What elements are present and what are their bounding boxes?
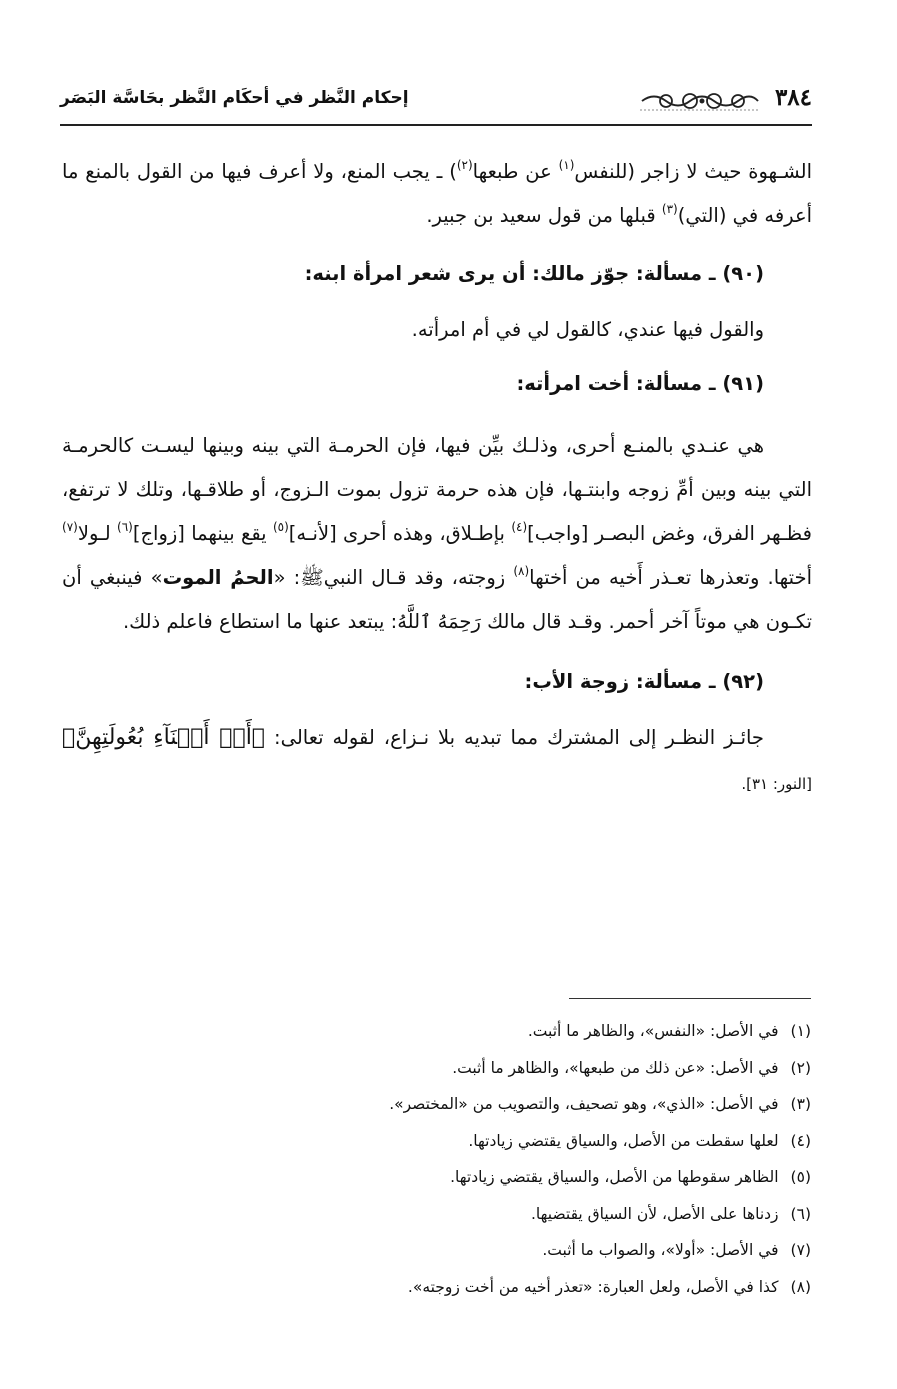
text-run: زوجته، وقد قـال النبيﷺ: « [273,566,514,589]
footnote-number: (٧) [790,1241,811,1259]
footnotes [91,1016,811,1308]
heading-issue-90: (٩٠) ـ مسألة: جوّز مالك: أن يرى شعر امرأة ابنه: [304,262,764,285]
footnote-ref: (٤) [511,520,528,534]
hadith-quote: الحمُ الموت [162,566,274,589]
footnote-text: في الأصل: «أولا»، والصواب ما أثبت. [542,1241,779,1259]
main-text [62,150,812,806]
footnote-item [91,1162,811,1199]
footnote-item [91,1272,811,1309]
text-run: جائـز النظـر إلى المشترك مما تبديه بلا نـزاع، لقوله تعالى: [265,726,764,749]
text-run: الشـهوة حيث لا زاجر (للنفس [574,160,813,183]
footnote-item [91,1053,811,1090]
paragraph-issue-90: والقول فيها عندي، كالقول لي في أم امرأته. [411,318,764,341]
text-run: بإطـلاق، وهذه أحرى [لأنـه] [288,522,512,545]
footnote-text: لعلها سقطت من الأصل، والسياق يقتضي زيادتها. [468,1131,779,1150]
footnote-text: زدناها على الأصل، لأن السياق يقتضيها. [530,1204,779,1223]
footnote-ref: (٧) [62,520,78,534]
footnote-number: (٥) [790,1168,811,1186]
verse-reference: [النور: ٣١]. [741,775,812,793]
footnote-ref: (٢) [456,158,473,172]
footnote-item [91,1126,811,1163]
footnote-ref: (١) [558,158,575,172]
footnote-ref: (٦) [117,520,133,534]
page-number: ٣٨٤ [774,84,812,111]
text-run: أختها. وتعذرها تعـذر أَخيه من أختها [529,566,813,589]
heading-issue-91: (٩١) ـ مسألة: أخت امرأته: [516,372,764,395]
text-run: ) ـ يجب المنع، ولا أعرف فيها من القول بالمنع ما أعرفه في (التي) [62,160,812,227]
footnote-number: (٤) [790,1131,811,1150]
footnote-text: كذا في الأصل، ولعل العبارة: «تعذر أخيه من أخت زوجته». [407,1277,779,1296]
running-title: إحكام النَّظر في أحكَام النَّظر بحَاسَّة البَصَر [60,88,409,108]
text-run: » فينبغي أن تكـون هي موتاً آخر أحمر. وقـد قال مالك رَحِمَهُ ٱللَّهُ: يبتعد عنها ما استطاع فاعلم ذلك. [62,566,812,633]
footnote-separator [569,998,811,999]
footnote-text: في الأصل: «عن ذلك من طبعها»، والظاهر ما أثبت. [452,1058,779,1077]
paragraph-issue-91 [62,424,812,644]
header-rule [60,124,812,126]
text-run: هي عنـدي بالمنـع أحرى، وذلـك بيِّن فيها، فإن الحرمـة التي بينه وبينها ليسـت كالحرمـة التي بينه وبين أمِّ زوجه وابنتـها، فإن هذه حرمة تزول بموت الـزوج، أو طلاقـها، وتلك لا ترتفع، فظـهر الفرق، وغض البصـر [واجب] [62,434,812,545]
ornament-icon [640,90,760,112]
footnote-item [91,1199,811,1236]
footnote-number: (٨) [790,1277,811,1296]
footnote-item [91,1089,811,1126]
footnote-number: (٣) [790,1095,811,1113]
text-run: قبلها من قول سعيد بن جبير. [426,204,662,227]
footnote-number: (١) [790,1022,811,1040]
footnote-ref: (٥) [272,520,289,534]
footnote-item [91,1235,811,1272]
text-run: عن طبعها [472,160,559,183]
paragraph-issue-92 [62,716,812,806]
footnote-item [91,1016,811,1053]
footnote-text: الظاهر سقوطها من الأصل، والسياق يقتضي زيادتها. [450,1168,779,1186]
footnote-number: (٦) [790,1204,811,1223]
paragraph-intro [62,150,812,238]
quran-verse: ﴿أَوۡ أَبۡنَآءِ بُعُولَتِهِنَّ﴾ [62,725,266,750]
heading-issue-92: (٩٢) ـ مسألة: زوجة الأب: [524,670,764,693]
text-run: لـولا [77,522,118,545]
footnote-ref: (٨) [513,564,530,578]
footnote-text: في الأصل: «النفس»، والظاهر ما أثبت. [527,1022,779,1040]
running-header [60,78,812,122]
footnote-text: في الأصل: «الذي»، وهو تصحيف، والتصويب من «المختصر». [389,1095,779,1113]
footnote-ref: (٣) [661,202,678,216]
footnote-number: (٢) [790,1058,811,1077]
text-run: يقع بينهما [زواج] [132,522,273,545]
